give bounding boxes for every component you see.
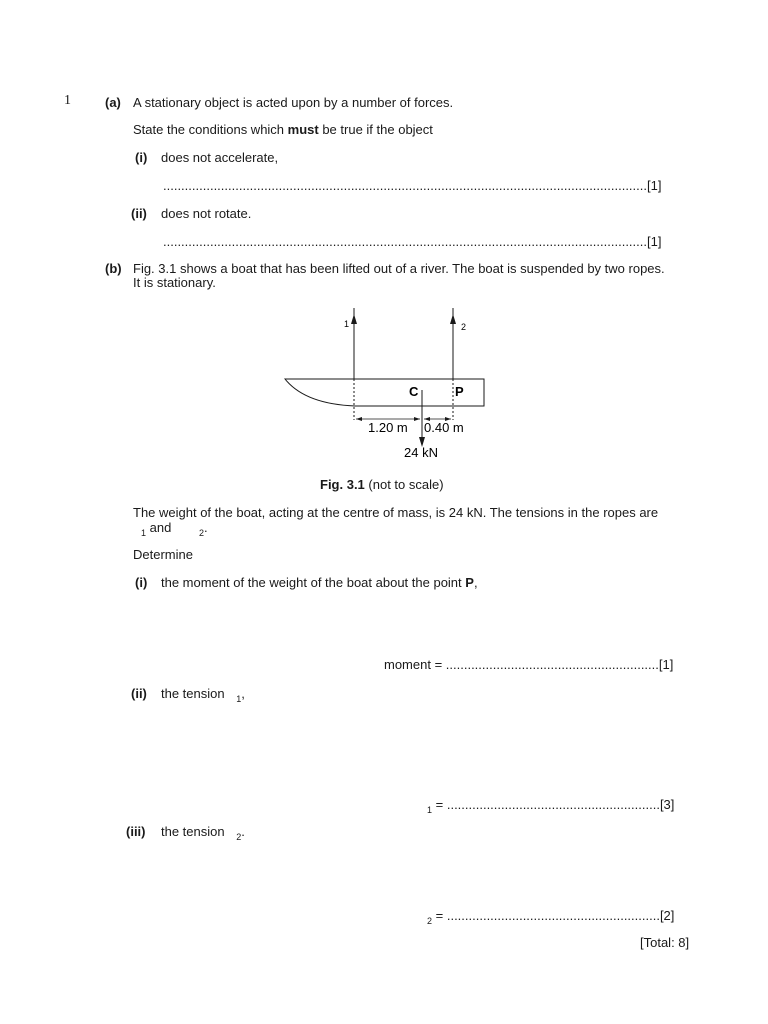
part-b-text-line1: Fig. 3.1 shows a boat that has been lifted out of a river. The boat is suspended by two ropes. [133,261,665,276]
part-a-ii-label: (ii) [131,206,147,221]
answer-line-a-i[interactable]: ......................................................................................................................................[1] [163,178,662,193]
answer-line-b-ii[interactable]: ...........................................................[3] [446,797,675,812]
total-marks: [Total: 8] [640,935,690,950]
label-rope-2: 2 [461,322,467,332]
label-weight: 24 kN [404,445,438,460]
caption-bold: Fig. 3.1 [320,477,365,492]
part-b-i-label: (i) [135,575,148,590]
instruction-pre: State the conditions which [133,122,288,137]
weight-text-line2: $_1$ and $_2$. [141,520,208,538]
tension-1-answer[interactable]: $_1$ = ...........................................................[3] [427,797,675,815]
part-a-ii-text: does not rotate. [161,206,252,221]
tension-2-answer[interactable]: $_2$ = ...........................................................[2] [427,908,675,926]
label-p: P [455,384,464,399]
weight-text-line1: The weight of the boat, acting at the centre of mass, is 24 kN. The tensions in the ropes are [133,505,659,520]
question-number: 1 [64,93,71,108]
part-b-text-line2: It is stationary. [133,275,216,290]
part-a-label: (a) [105,95,121,110]
part-b-ii-label: (ii) [131,686,147,701]
rope-1-arrowhead [351,314,357,324]
part-b-i-text: the moment of the weight of the boat about the point P, [161,575,478,590]
label-dist-2: 0.40 m [424,420,464,435]
answer-line-b-i[interactable]: ...........................................................[1] [445,657,674,672]
part-b-iii-label: (iii) [126,824,146,839]
moment-answer[interactable] [384,657,673,672]
rope-2-arrowhead [450,314,456,324]
part-a-i-text: does not accelerate, [161,150,279,165]
part-a-i-label: (i) [135,150,148,165]
label-rope-1: 1 [344,319,350,329]
figure-caption [320,477,444,492]
label-c: C [409,384,419,399]
label-dist-1: 1.20 m [368,420,408,435]
part-b-label: (b) [105,261,122,276]
instruction-bold: must [287,122,319,137]
part-b-ii-text: the tension $_1$, [161,686,245,704]
instruction-post: be true if the object [318,122,433,137]
moment-prefix: moment = [384,657,446,672]
part-a-intro: A stationary object is acted upon by a number of forces. [133,95,454,110]
determine-text: Determine [133,547,193,562]
answer-line-b-iii[interactable]: ...........................................................[2] [446,908,675,923]
part-b-iii-text: the tension $_2$. [161,824,245,842]
caption-rest: (not to scale) [364,477,444,492]
answer-line-a-ii[interactable]: ......................................................................................................................................[1] [163,234,662,249]
figure-3-1 [270,300,510,470]
part-a-instruction [133,122,433,137]
